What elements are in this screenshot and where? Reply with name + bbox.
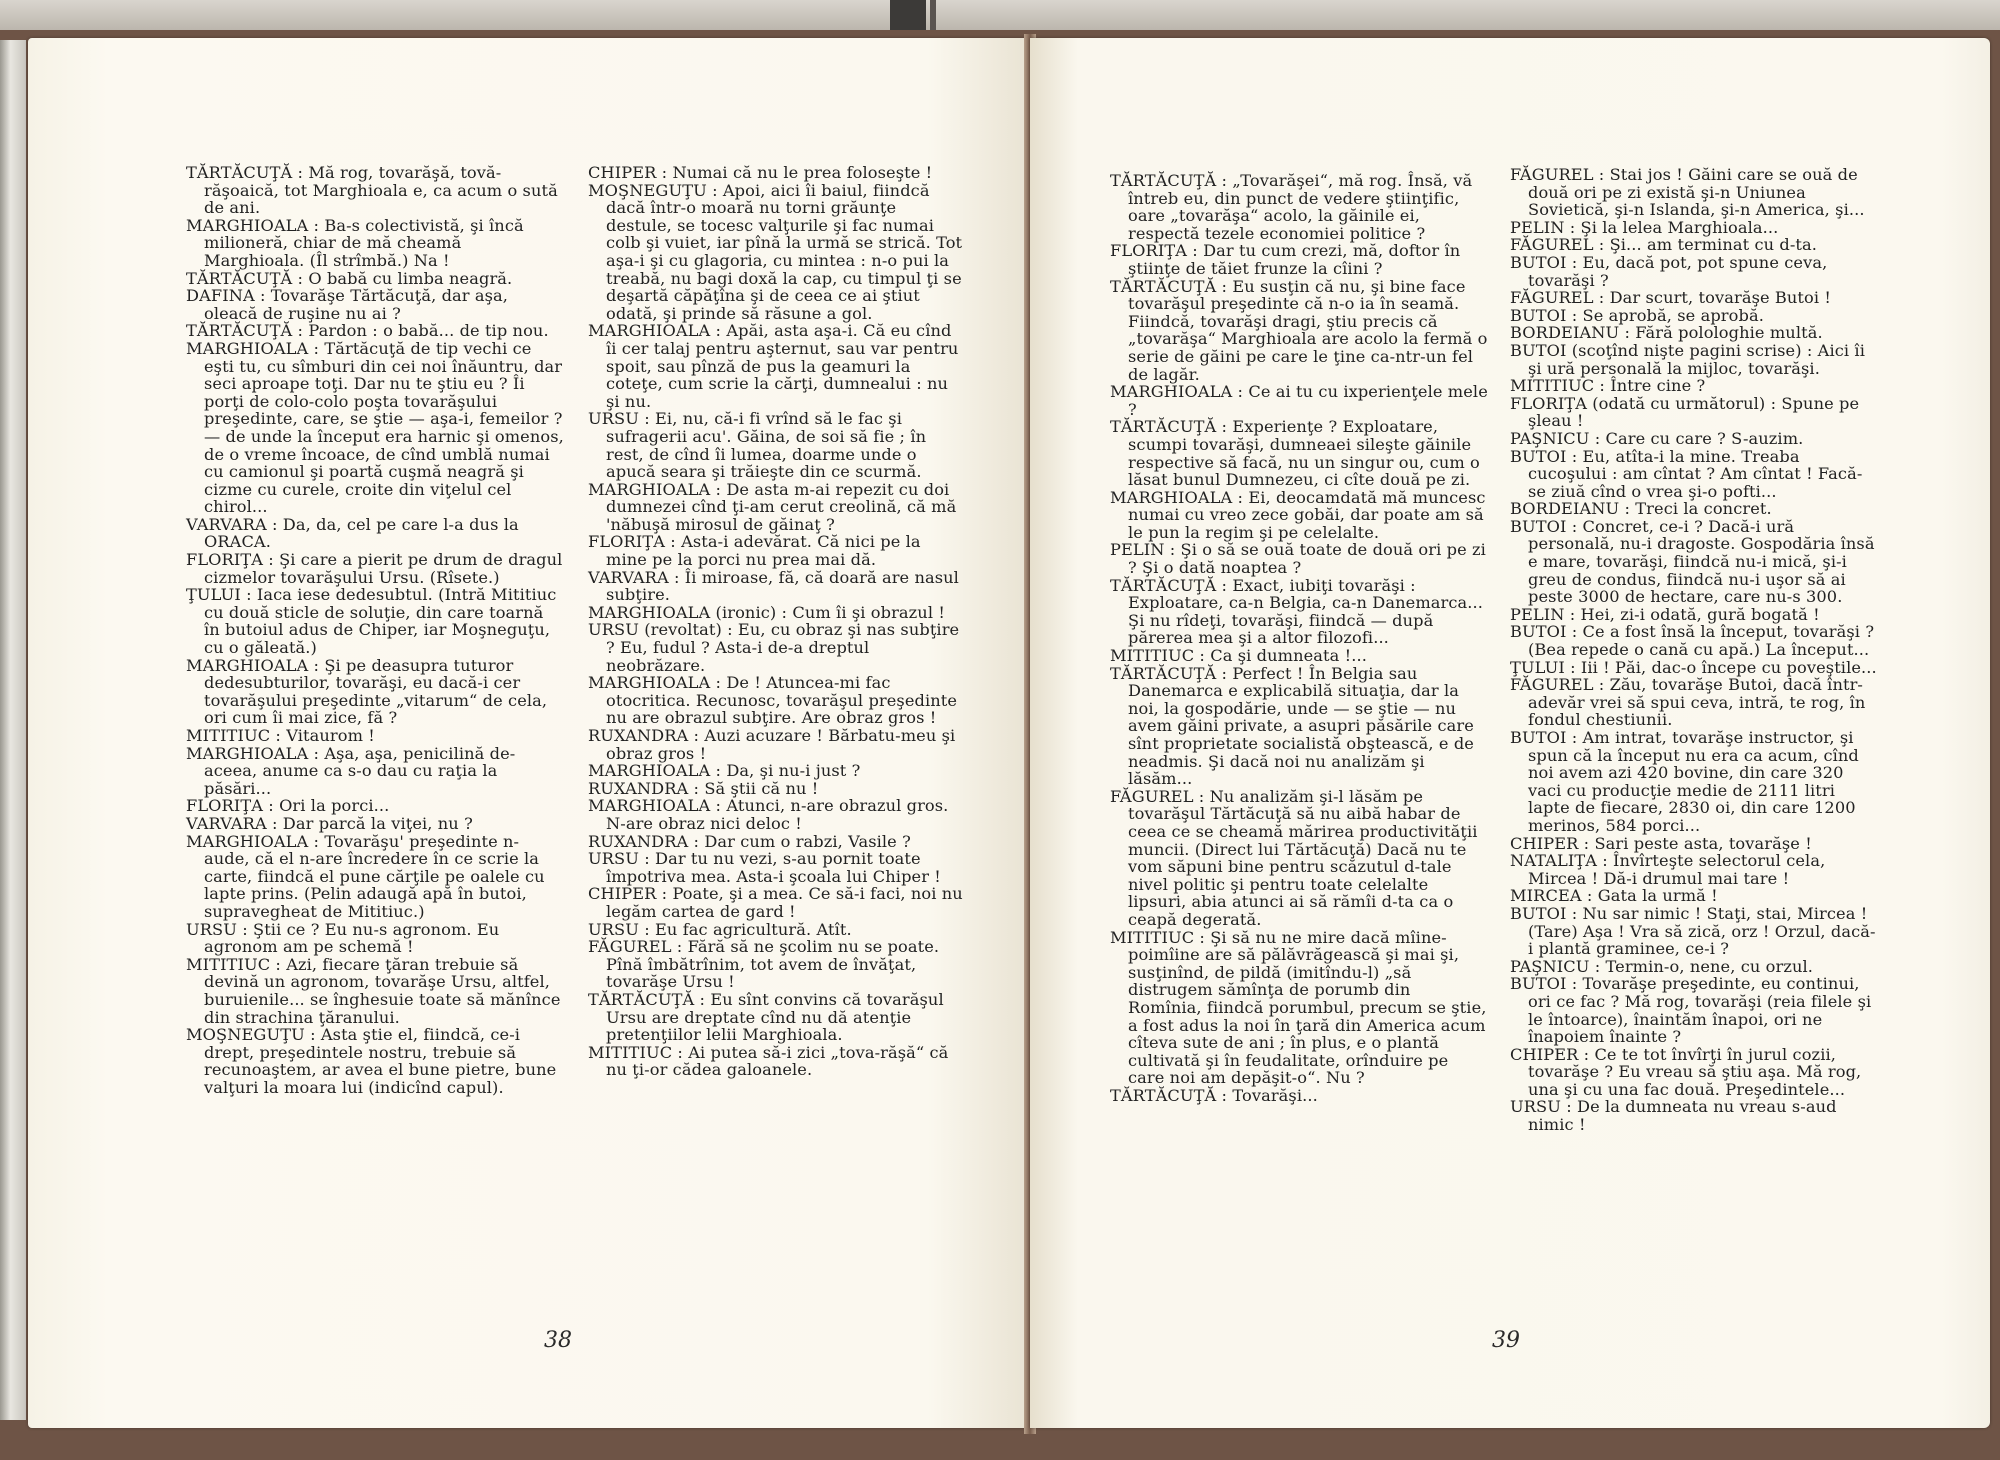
dialogue-line: RUXANDRA : Să ştii că nu ! <box>588 778 819 798</box>
dialogue-line: MITITIUC : Vitaurom ! <box>186 726 375 745</box>
dialogue-line: BUTOI : Nu sar nimic ! Staţi, stai, Mircea ! (Tare) Aşa ! Vra să zică, orz ! Orzul, dacă-i plantă graminee, ce-i ? <box>1510 903 1876 959</box>
dialogue-line: MITITIUC : Ai putea să-i zici „tova-răşă“ că nu ţi-or cădea galoanele. <box>588 1042 949 1080</box>
dialogue-line: URSU : Ei, nu, că-i fi vrînd să le fac şi sufragerii acu'. Găina, de soi să fie ; în rest, de cînd îi lumea, doarme unde o apucă seara şi trăieşte din ce scurmă. <box>588 409 927 482</box>
dialogue-line: TĂRTĂCUŢĂ : Eu susţin că nu, şi bine face tovarăşul preşedinte că n-o ia în seamă. Fiindcă, tovarăşi dragi, ştiu precis că „tovarăşa“ Marghioala are acolo la fermă o serie de găini pe care le ţine ca-ntr-un fel de lagăr. <box>1110 276 1488 384</box>
dialogue-line: MARGHIOALA : Da, şi nu-i just ? <box>588 761 861 781</box>
right-page-column-2 <box>1510 166 1878 1134</box>
dialogue-line: BUTOI : Eu, dacă pot, pot spune ceva, tovarăşi ? <box>1510 252 1828 290</box>
page-stack-edge <box>0 40 26 1420</box>
dialogue-line: FĂGUREL : Stai jos ! Găini care se ouă de două ori pe zi există şi-n Uniunea Sovietică, şi-n Islanda, şi-n America, şi... <box>1510 165 1865 220</box>
dialogue-line: BUTOI : Tovarăşe preşedinte, eu continui, ori ce fac ? Mă rog, tovarăşi (reia filele şi le întoarce), înaintăm înapoi, ori ne înapoiem înainte ? <box>1510 974 1872 1047</box>
left-page-column-2 <box>588 164 964 1079</box>
dialogue-line: BORDEIANU : Fără polologhie multă. <box>1510 323 1823 343</box>
dialogue-line: MOŞNEGUŢU : Asta ştie el, fiindcă, ce-i drept, preşedintele nostru, trebuie să recunoaştem, ar avea el bune pietre, bune valţuri la moara lui (indicînd capul). <box>186 1025 557 1097</box>
dialogue-line: PAŞNICU : Termin-o, nene, cu orzul. <box>1510 956 1814 976</box>
dialogue-line: MOŞNEGUŢU : Apoi, aici îi baiul, fiindcă dacă într-o moară nu torni grăunţe destule, se tocesc valţurile şi fac numai colb şi vuiet, iar pînă la urmă se strică. Tot aşa-i şi cu glagoria, cu mintea : n-o pui la treabă, nu bagi doxă la cap, cu timpul ţi se deşartă căpăţîna şi de ceea ce ai ştiut odată, şi prinde să răsune a gol. <box>588 180 963 323</box>
dialogue-line: TĂRTĂCUŢĂ : Tovarăşi... <box>1110 1085 1318 1105</box>
dialogue-line: BUTOI : Ce a fost însă la început, tovarăşi ? (Bea repede o cană cu apă.) La început... <box>1510 622 1875 660</box>
right-page-column-1 <box>1110 172 1488 1104</box>
dialogue-line: BUTOI : Am intrat, tovarăşe instructor, şi spun că la început nu era ca acum, cînd noi avem azi 420 bovine, din care 320 vaci cu producţie medie de 2111 litri lapte de fiecare, 2830 oi, din care 1200 merinos, 584 porci... <box>1510 728 1859 835</box>
dialogue-line: ŢULUI : Iaca iese dedesubtul. (Intră Mititiuc cu două sticle de soluţie, din care toarnă în butoiul adus de Chiper, iar Moşneguţu, cu o găleată.) <box>186 585 557 658</box>
dialogue-line: PELIN : Hei, zi-i odată, gură bogată ! <box>1510 604 1820 624</box>
dialogue-line: CHIPER : Numai că nu le prea foloseşte ! <box>588 163 933 182</box>
dialogue-line: CHIPER : Sari peste asta, tovarăşe ! <box>1510 833 1812 853</box>
dialogue-line: PAŞNICU : Care cu care ? S-auzim. <box>1510 428 1804 448</box>
dialogue-line: URSU : Dar tu nu vezi, s-au pornit toate împotriva mea. Asta-i şcoala lui Chiper ! <box>588 849 941 886</box>
dialogue-line: FĂGUREL : Fără să ne şcolim nu se poate. Pînă îmbătrînim, tot avem de învăţat, tovarăşe Ursu ! <box>588 937 940 992</box>
dialogue-line: TĂRTĂCUŢĂ : Experienţe ? Exploatare, scumpi tovarăşi, dumneaei sileşte găinile respective să facă, nu un singur ou, cum o lăsat bunul Dumnezeu, ci cîte două pe zi. <box>1110 417 1480 490</box>
dialogue-line: FĂGUREL : Nu analizăm şi-l lăsăm pe tovarăşul Tărtăcuţă să nu aibă habar de ceea ce se cheamă mărirea productivităţii muncii. (Direct lui Tărtăcuţă) Dacă nu te vom săpuni bine pentru scăzutul d-tale nivel politic şi pentru toate celelalte lipsuri, abia atunci ai să rămîi d-ta ca o ceapă degerată. <box>1110 786 1478 929</box>
dialogue-line: DAFINA : Tovarăşe Tărtăcuţă, dar aşa, oleacă de ruşine nu ai ? <box>186 286 509 323</box>
dialogue-line: MITITIUC : Azi, fiecare ţăran trebuie să devină un agronom, tovarăşe Ursu, altfel, buruienile... se înghesuie toate să mănînce din strachina ţăranului. <box>186 954 561 1027</box>
dialogue-line: MARGHIOALA : Ei, deocamdată mă muncesc numai cu vreo zece gobăi, dar poate am să le pun la regim şi pe celelalte. <box>1110 487 1486 542</box>
dialogue-line: MARGHIOALA : Aşa, aşa, penicilină de-aceea, anume ca s-o dau cu raţia la păsări... <box>186 743 516 798</box>
dialogue-line: FLORIŢA : Asta-i adevărat. Că nici pe la mine pe la porci nu prea mai dă. <box>588 532 921 570</box>
dialogue-line: FLORIŢA : Dar tu cum crezi, mă, doftor în ştiinţe de tăiet frunze la cîini ? <box>1110 241 1461 278</box>
dialogue-line: MITITIUC : Între cine ? <box>1510 376 1706 396</box>
dialogue-line: BUTOI (scoţînd nişte pagini scrise) : Aici îi şi ură personală la mijloc, tovarăşi. <box>1510 340 1865 378</box>
dialogue-line: MARGHIOALA (ironic) : Cum îi şi obrazul ! <box>588 602 945 622</box>
dialogue-line: VARVARA : Îi miroase, fă, că doară are nasul subţire. <box>588 567 959 605</box>
dialogue-line: PELIN : Şi o să se ouă toate de două ori pe zi ? Şi o dată noaptea ? <box>1110 540 1486 578</box>
dialogue-line: BUTOI : Concret, ce-i ? Dacă-i ură personală, nu-i dragoste. Gospodăria însă e mare, tovarăşi, fiindcă nu-i mică, şi-i greu de condus, fiindcă nu-i uşor să ai peste 3000 de hectare, care nu-s 300. <box>1510 516 1875 607</box>
dialogue-line: MARGHIOALA : Atunci, n-are obrazul gros. N-are obraz nici deloc ! <box>588 796 949 833</box>
dialogue-line: NATALIŢA : Învîrteşte selectorul cela, Mircea ! Dă-i drumul mai tare ! <box>1510 851 1826 888</box>
dialogue-line: MIRCEA : Gata la urmă ! <box>1510 886 1718 906</box>
left-page-column-1 <box>186 164 564 1096</box>
dialogue-line: BORDEIANU : Treci la concret. <box>1510 499 1772 519</box>
dialogue-line: TĂRTĂCUŢĂ : O babă cu limba neagră. <box>186 268 513 288</box>
dialogue-line: PELIN : Şi la lelea Marghioala... <box>1510 217 1779 237</box>
dialogue-line: FĂGUREL : Zău, tovarăşe Butoi, dacă într-adevăr vrei să spui ceva, intră, te rog, în fondul chestiunii. <box>1510 675 1866 730</box>
dialogue-line: FĂGUREL : Dar scurt, tovarăşe Butoi ! <box>1510 288 1831 308</box>
dialogue-line: TĂRTĂCUŢĂ : Eu sînt convins că tovarăşul Ursu are dreptate cînd nu dă atenţie pretenţiilor lelii Marghioala. <box>588 989 944 1045</box>
dialogue-line: URSU : Eu fac agricultură. Atît. <box>588 919 852 939</box>
strip-notch <box>930 0 936 30</box>
dialogue-line: MARGHIOALA : Tovarăşu' preşedinte n-aude, că el n-are încredere în ce scrie la carte, fiindcă el pune cărţile pe oalele cu lapte prins. (Pelin adaugă apă în butoi, supravegheat de Mititiuc.) <box>186 831 545 921</box>
dialogue-line: CHIPER : Poate, şi a mea. Ce să-i faci, noi nu legăm cartea de gard ! <box>588 884 963 921</box>
dialogue-line: TĂRTĂCUŢĂ : Mă rog, tovarăşă, tovă-răşoaică, tot Marghioala e, ca acum o sută de ani. <box>186 163 558 218</box>
dialogue-line: MARGHIOALA : Tărtăcuţă de tip vechi ce eşti tu, cu sîmburi din cei noi înăuntru, dar seci aproape toţi. Dar nu te ştiu eu ? Îi porţi de colo-colo poşta tovarăşului preşedinte, care, se ştie — aşa-i, femeilor ? — de unde la început era harnic şi omenos, de o vreme încoace, de cînd umblă numai cu camionul şi poartă cuşmă neagră şi cizme cu curele, croite din viţelul cel chirol... <box>186 338 564 517</box>
dialogue-line: MARGHIOALA : Ce ai tu cu ixperienţele mele ? <box>1110 382 1488 419</box>
dialogue-line: FLORIŢA (odată cu următorul) : Spune pe şleau ! <box>1510 393 1860 431</box>
dialogue-line: BUTOI : Eu, atîta-i la mine. Treaba cucoşului : am cîntat ? Am cîntat ! Facă-se ziuă cînd o vrea şi-o pofti... <box>1510 446 1863 501</box>
dialogue-line: MITITIUC : Şi să nu ne mire dacă mîine-poimîine are să pălăvrăgească şi mai şi, susţinînd, de pildă (imitîndu-l) „să distrugem sămînţa de porumb din Romînia, fiindcă porumbul, precum se ştie, a fost adus la noi în ţară din America acum cîteva sute de ani ; în plus, e o plantă cultivată şi în feudalitate, orînduire pe care noi am depăşit-o“. Nu ? <box>1110 927 1487 1088</box>
dialogue-line: VARVARA : Da, da, cel pe care l-a dus la ORACA. <box>186 514 519 552</box>
dialogue-line: RUXANDRA : Dar cum o rabzi, Vasile ? <box>588 831 911 851</box>
dialogue-line: FLORIŢA : Ori la porci... <box>186 796 390 816</box>
dialogue-line: MARGHIOALA : De asta m-ai repezit cu doi dumnezei cînd ţi-am cerut creolină, că mă 'năbuşă mirosul de găinaţ ? <box>588 479 957 534</box>
dialogue-line: URSU (revoltat) : Eu, cu obraz şi nas subţire ? Eu, fudul ? Asta-i de-a dreptul neobrăzare. <box>588 620 960 675</box>
left-page <box>28 38 1028 1428</box>
dialogue-line: TĂRTĂCUŢĂ : Exact, iubiţi tovarăşi : Exploatare, ca-n Belgia, ca-n Danemarca... Şi nu rîdeţi, tovarăşi, fiindcă — după părerea mea şi a altor filozofi... <box>1110 575 1484 648</box>
page-number-right: 39 <box>1492 1328 1520 1353</box>
page-number-left: 38 <box>544 1328 572 1353</box>
dialogue-line: ŢULUI : Iii ! Păi, dac-o începe cu poveştile... <box>1510 657 1877 677</box>
dialogue-line: FĂGUREL : Şi... am terminat cu d-ta. <box>1510 235 1818 255</box>
dialogue-line: URSU : Ştii ce ? Eu nu-s agronom. Eu agronom am pe schemă ! <box>186 919 500 957</box>
dialogue-line: MARGHIOALA : Apăi, asta aşa-i. Că eu cînd îi cer talaj pentru aşternut, sau var pentru spoit, sau pînză de pus la geamuri la coteţe, cum scrie la cărţi, dumnealui : nu şi nu. <box>588 321 959 411</box>
dialogue-line: FLORIŢA : Şi care a pierit pe drum de dragul cizmelor tovarăşului Ursu. (Rîsete.) <box>186 550 563 587</box>
dialogue-line: BUTOI : Se aprobă, se aprobă. <box>1510 305 1764 325</box>
strip-notch <box>890 0 926 30</box>
background-strip <box>0 0 2000 30</box>
dialogue-line: MARGHIOALA : Şi pe deasupra tuturor dedesubturilor, tovarăşi, eu dacă-i cer tovarăşului preşedinte „vitarum“ de cela, ori cum îi mai zice, fă ? <box>186 655 548 728</box>
right-page <box>1030 38 1990 1428</box>
dialogue-line: TĂRTĂCUŢĂ : „Tovarăşei“, mă rog. Însă, vă întreb eu, din punct de vedere ştiinţific, oare „tovarăşa“ acolo, la găinile ei, respectă tezele economiei politice ? <box>1110 171 1473 243</box>
dialogue-line: TĂRTĂCUŢĂ : Perfect ! În Belgia sau Danemarca e explicabilă situaţia, dar la noi, la gospodărie, unde — se ştie — nu avem găini private, a asupri păsările care sînt proprietate socialistă obştească, e de neadmis. Şi dacă noi nu analizăm şi lăsăm... <box>1110 663 1474 789</box>
dialogue-line: URSU : De la dumneata nu vreau s-aud nimic ! <box>1510 1097 1837 1135</box>
dialogue-line: MARGHIOALA : Ba-s colectivistă, şi încă milioneră, chiar de mă cheamă Marghioala. (Îl strîmbă.) Na ! <box>186 215 524 270</box>
dialogue-line: MARGHIOALA : De ! Atuncea-mi fac otocritica. Recunosc, tovarăşul preşedinte nu are obrazul subţire. Are obraz gros ! <box>588 673 958 728</box>
dialogue-line: RUXANDRA : Auzi acuzare ! Bărbatu-meu şi obraz gros ! <box>588 726 956 763</box>
dialogue-line: VARVARA : Dar parcă la viţei, nu ? <box>186 813 473 833</box>
dialogue-line: CHIPER : Ce te tot învîrţi în jurul cozii, tovarăşe ? Eu vreau să ştiu aşa. Mă rog, una şi cu una fac două. Preşedintele... <box>1510 1044 1862 1099</box>
dialogue-line: MITITIUC : Ca şi dumneata !... <box>1110 646 1367 666</box>
dialogue-line: TĂRTĂCUŢĂ : Pardon : o babă... de tip nou. <box>186 321 549 341</box>
